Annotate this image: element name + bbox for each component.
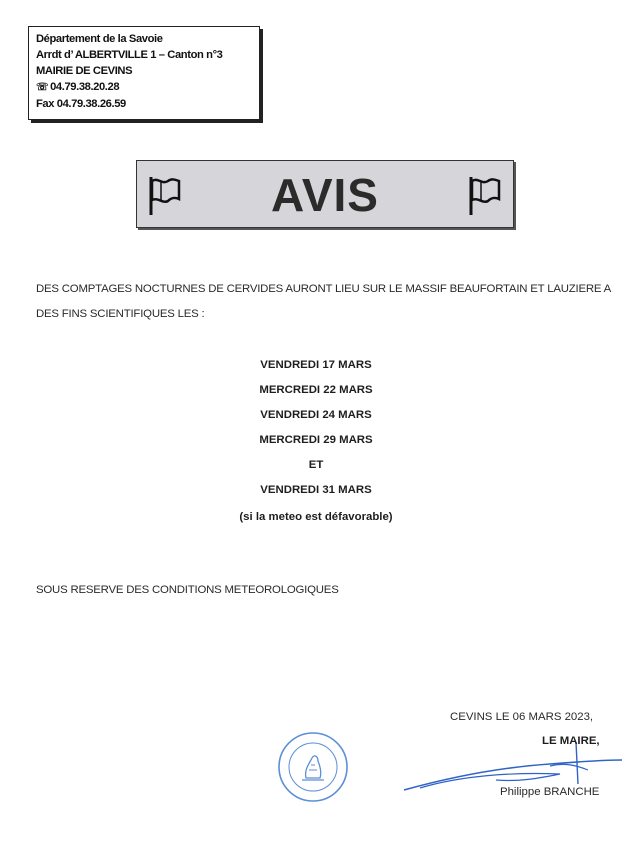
fax-line: Fax 04.79.38.26.59	[36, 98, 126, 110]
weather-reserve: SOUS RESERVE DES CONDITIONS METEOROLOGIQUES	[36, 584, 339, 596]
phone-number: 04.79.38.20.28	[50, 81, 120, 93]
census-dates	[200, 354, 432, 530]
phone-line	[36, 79, 259, 96]
date-item: VENDREDI 31 MARS	[260, 484, 372, 496]
announcement-line-1: DES COMPTAGES NOCTURNES DE CERVIDES AURONT LIEU SUR LE MASSIF BEAUFORTAIN ET LAUZIERE A	[36, 283, 612, 295]
announcement-line-2: DES FINS SCIENTIFIQUES LES :	[36, 308, 205, 320]
mayor-title: LE MAIRE,	[542, 735, 600, 747]
arrondissement-line: Arrdt d’ ALBERTVILLE 1 – Canton n°3	[36, 49, 223, 61]
town-hall-line: MAIRIE DE CEVINS	[36, 65, 133, 77]
date-item: VENDREDI 17 MARS	[260, 359, 372, 371]
date-conjunction: ET	[308, 459, 324, 471]
avis-title: AVIS	[271, 169, 379, 221]
municipality-header	[28, 26, 260, 120]
place-and-date: CEVINS LE 06 MARS 2023,	[450, 711, 594, 723]
phone-icon: ☏	[36, 82, 49, 93]
date-item: MERCREDI 29 MARS	[259, 434, 373, 446]
weather-note: (si la meteo est défavorable)	[239, 511, 393, 523]
flag-icon	[465, 175, 505, 217]
date-item: VENDREDI 24 MARS	[260, 409, 372, 421]
department-line: Département de la Savoie	[36, 33, 163, 45]
town-hall-seal	[276, 730, 350, 804]
date-item: MERCREDI 22 MARS	[259, 384, 373, 396]
mayor-name: Philippe BRANCHE	[500, 786, 600, 798]
avis-banner	[136, 160, 514, 228]
